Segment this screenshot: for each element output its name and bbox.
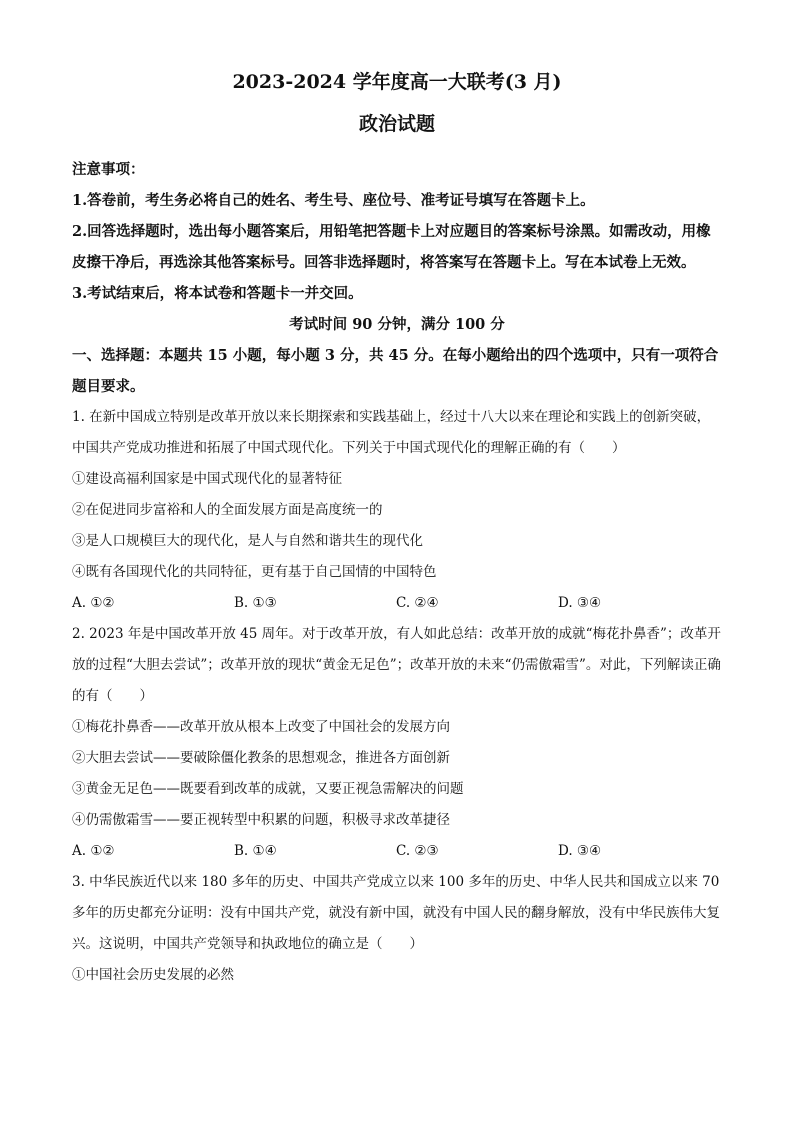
question-stem: 2. 2023 年是中国改革开放 45 周年。对于改革开放，有人如此总结：改革开放的成就“梅花扑鼻香”；改革开放的过程“大胆去尝试”；改革开放的现状“黄金无足色”；改革开放的未来“仍需傲霜雪”。对此，下列解读正确的有（ ）	[72, 626, 721, 704]
question-option: ③黄金无足色——既要看到改革的成就，又要正视急需解决的问题	[72, 781, 464, 797]
page-title: 2023-2024 学年度高一大联考(3 月)	[232, 71, 562, 93]
answer-choices	[72, 588, 722, 619]
question-option: ③是人口规模巨大的现代化，是人与自然和谐共生的现代化	[72, 533, 423, 549]
section-heading: 一、选择题：本题共 15 小题，每小题 3 分，共 45 分。在每小题给出的四个选项中，只有一项符合题目要求。	[72, 347, 719, 395]
choice-a: A. ①②	[72, 595, 115, 611]
notice-item: 2.回答选择题时，选出每小题答案后，用铅笔把答题卡上对应题目的答案标号涂黑。如需改动，用橡皮擦干净后，再选涂其他答案标号。回答非选择题时，将答案写在答题卡上。写在本试卷上无效。	[72, 223, 711, 271]
answer-choices	[72, 836, 722, 867]
question-option: ②大胆去尝试——要破除僵化教条的思想观念，推进各方面创新	[72, 750, 450, 766]
question-stem: 1. 在新中国成立特别是改革开放以来长期探索和实践基础上，经过十八大以来在理论和实践上的创新突破，中国共产党成功推进和拓展了中国式现代化。下列关于中国式现代化的理解正确的有（ ）	[72, 409, 711, 456]
exam-time-info: 考试时间 90 分钟，满分 100 分	[289, 316, 505, 333]
question-option: ①中国社会历史发展的必然	[72, 967, 234, 983]
question-option: ④既有各国现代化的共同特征，更有基于自己国情的中国特色	[72, 564, 437, 580]
choice-c: C. ②③	[396, 843, 439, 859]
choice-c: C. ②④	[396, 595, 439, 611]
notice-item: 3.考试结束后，将本试卷和答题卡一并交回。	[72, 285, 363, 302]
notice-item: 1.答卷前，考生务必将自己的姓名、考生号、座位号、准考证号填写在答题卡上。	[72, 192, 595, 209]
choice-d: D. ③④	[558, 595, 602, 611]
question-stem: 3. 中华民族近代以来 180 多年的历史、中国共产党成立以来 100 多年的历史、中华人民共和国成立以来 70 多年的历史都充分证明：没有中国共产党，就没有新中国，就没有中国人民的翻身解放，没有中华民族伟大复兴。这说明，中国共产党领导和执政地位的确立是（ ）	[72, 874, 720, 952]
question-option: ①梅花扑鼻香——改革开放从根本上改变了中国社会的发展方向	[72, 719, 450, 735]
choice-a: A. ①②	[72, 843, 115, 859]
question-option: ④仍需傲霜雪——要正视转型中积累的问题，积极寻求改革捷径	[72, 812, 450, 828]
subject-title: 政治试题	[358, 113, 435, 135]
choice-d: D. ③④	[558, 843, 602, 859]
choice-b: B. ①③	[234, 595, 277, 611]
notice-heading: 注意事项：	[72, 161, 145, 178]
choice-b: B. ①④	[234, 843, 277, 859]
question-option: ①建设高福利国家是中国式现代化的显著特征	[72, 471, 342, 487]
question-option: ②在促进同步富裕和人的全面发展方面是高度统一的	[72, 502, 383, 518]
